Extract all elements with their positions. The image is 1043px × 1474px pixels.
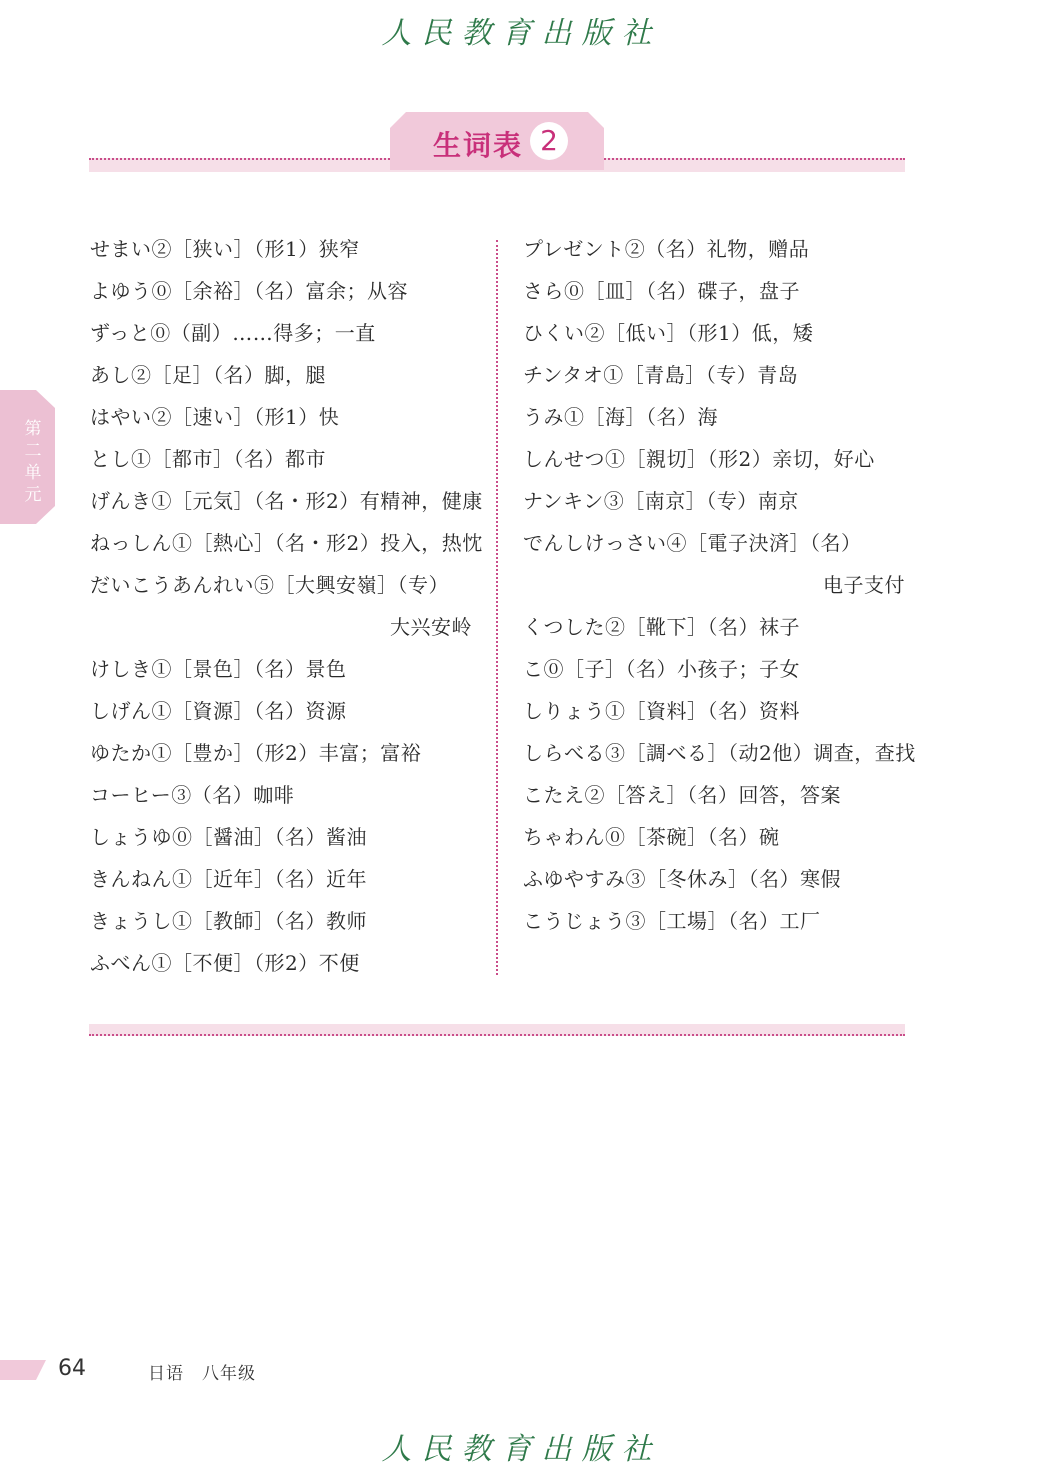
page-number: 64 [58, 1356, 86, 1381]
vocab-entry: しげん①［資源］（名）资源 [90, 699, 347, 723]
vocab-entry: こ⓪［子］（名）小孩子；子女 [523, 657, 800, 681]
vocab-entry: こうじょう③［工場］（名）工厂 [523, 909, 821, 933]
vocab-entry: げんき①［元気］（名・形2）有精神，健康 [90, 489, 483, 513]
vocab-entry: しりょう①［資料］（名）资料 [523, 699, 800, 723]
vocab-entry: コーヒー③（名）咖啡 [90, 783, 295, 807]
footer-accent-bar [0, 1360, 46, 1380]
vocab-column-left [90, 228, 483, 984]
vocab-entry: あし②［足］（名）脚，腿 [90, 363, 326, 387]
vocab-entry: ふゆやすみ③［冬休み］（名）寒假 [523, 867, 841, 891]
vocab-entry: でんしけっさい④［電子決済］（名） [523, 531, 862, 555]
section-title: 生词表 [433, 129, 524, 162]
bottom-rule [89, 1024, 905, 1036]
vocab-entry: だいこうあんれい⑤［大興安嶺］（专） [90, 573, 449, 597]
vocab-entry: しんせつ①［親切］（形2）亲切，好心 [523, 447, 875, 471]
vocab-entry: ゆたか①［豊か］（形2）丰富；富裕 [90, 741, 422, 765]
section-number-badge: 2 [530, 122, 568, 160]
vocab-entry: うみ①［海］（名）海 [523, 405, 718, 429]
vocab-entry: チンタオ①［青島］（专）青岛 [523, 363, 799, 387]
vocab-entry-continuation: 大兴安岭 [390, 615, 472, 639]
vocab-entry: ずっと⓪（副）……得多；一直 [90, 321, 376, 345]
vocab-entry: はやい②［速い］（形1）快 [90, 405, 340, 429]
publisher-logo: 人民教育出版社 [381, 1432, 662, 1467]
vocab-entry: さら⓪［皿］（名）碟子，盘子 [523, 279, 800, 303]
publisher-logo: 人民教育出版社 [381, 16, 662, 51]
vocab-entry: ふべん①［不便］（形2）不便 [90, 951, 360, 975]
vocab-entry: プレゼント②（名）礼物，赠品 [523, 237, 810, 261]
vocab-column-right [523, 228, 916, 942]
vocab-entry: しょうゆ⓪［醤油］（名）酱油 [90, 825, 367, 849]
vocab-entry: けしき①［景色］（名）景色 [90, 657, 347, 681]
book-title: 日语 八年级 [148, 1364, 256, 1384]
vocab-entry: せまい②［狭い］（形1）狭窄 [90, 237, 360, 261]
vocab-entry: くつした②［靴下］（名）袜子 [523, 615, 800, 639]
vocab-entry: よゆう⓪［余裕］（名）富余；从容 [90, 279, 408, 303]
vocab-entry: ナンキン③［南京］（专）南京 [523, 489, 799, 513]
vocab-entry: きんねん①［近年］（名）近年 [90, 867, 367, 891]
vocab-entry: ねっしん①［熱心］（名・形2）投入，热忱 [90, 531, 483, 555]
column-divider [496, 240, 498, 975]
vocab-entry: しらべる③［調べる］（动2他）调查，查找 [523, 741, 916, 765]
vocab-entry: ひくい②［低い］（形1）低，矮 [523, 321, 814, 345]
vocab-entry: こたえ②［答え］（名）回答，答案 [523, 783, 841, 807]
vocab-entry-continuation: 电子支付 [823, 573, 905, 597]
vocab-entry: とし①［都市］（名）都市 [90, 447, 326, 471]
vocab-entry: ちゃわん⓪［茶碗］（名）碗 [523, 825, 780, 849]
vocab-entry: きょうし①［教師］（名）教师 [90, 909, 367, 933]
unit-side-tab-label: 第二单元 [24, 419, 42, 505]
